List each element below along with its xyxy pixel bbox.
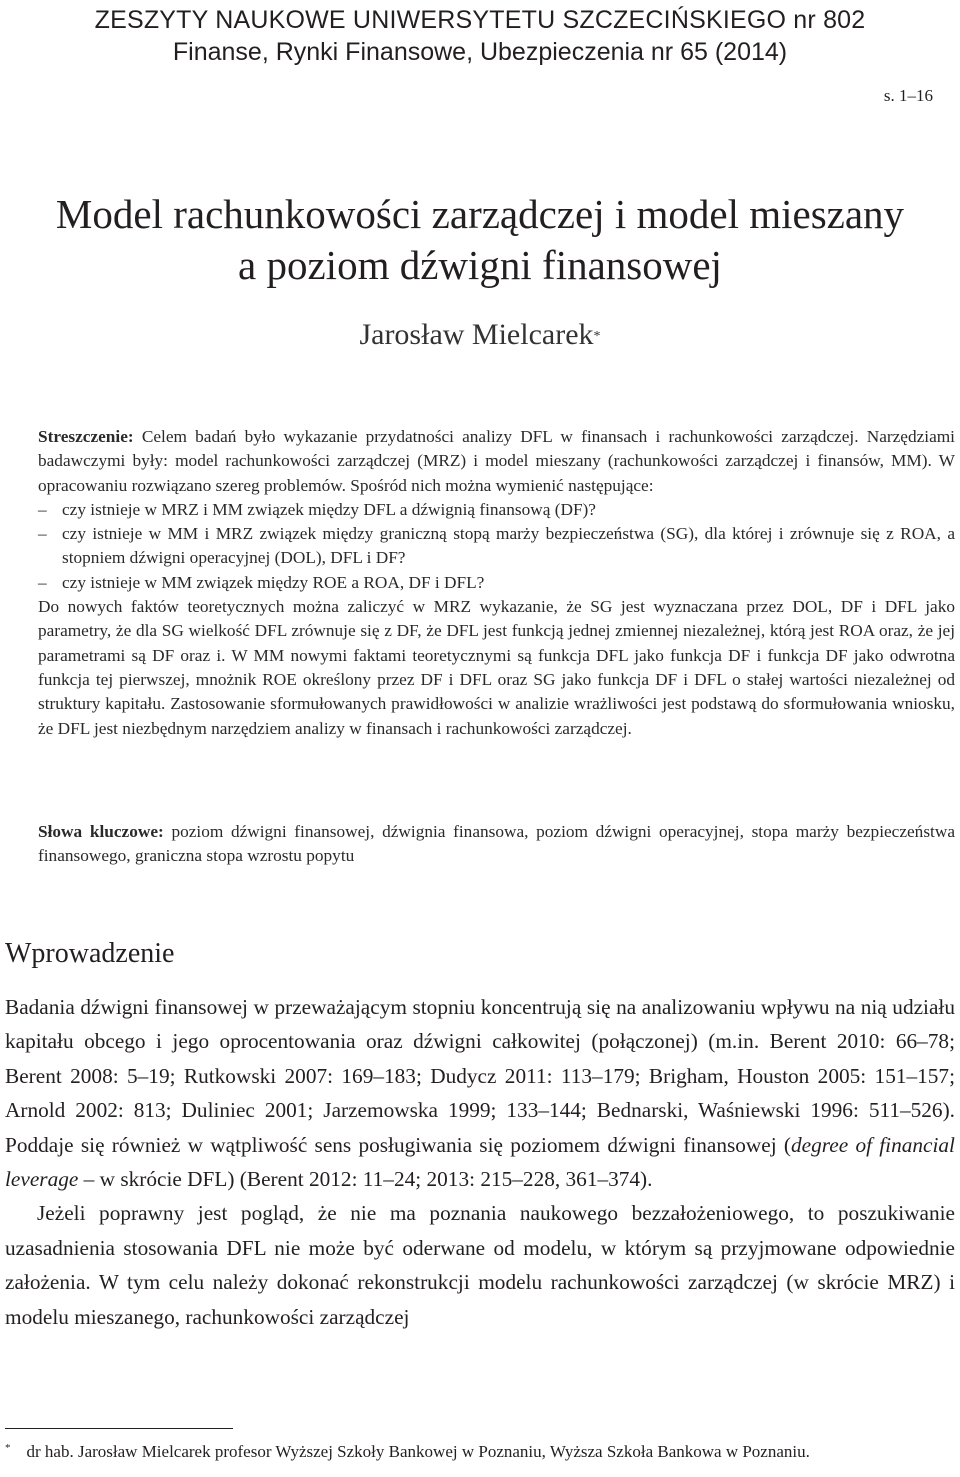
abstract-question-3 <box>38 571 955 595</box>
body-paragraph-2: Jeżeli poprawny jest pogląd, że nie ma poznania naukowego bezzałożeniowego, to poszukiwanie uzasadnienia stosowania DFL nie może być oderwane od modelu, w którym są przyjmowane odpowiednie założenia. W tym celu należy dokonać rekonstrukcji modelu rachunkowości zarządczej (w skrócie MRZ) i modelu mieszanego, rachunkowości zarządczej <box>5 1201 955 1329</box>
abstract-label: Streszczenie: <box>38 427 134 446</box>
abstract-intro <box>38 425 955 498</box>
article-title-line-1: Model rachunkowości zarządczej i model mieszany <box>55 191 905 237</box>
journal-issue: Finanse, Rynki Finansowe, Ubezpieczenia nr 65 (2014) <box>172 38 788 66</box>
author-name <box>0 318 960 352</box>
body-paragraph-1 <box>5 990 955 1196</box>
keywords-label: Słowa kluczowe: <box>38 822 164 841</box>
author-name-text: Jarosław Mielcarek <box>359 318 594 351</box>
footnote-mark: * <box>5 1442 11 1454</box>
bullet-dash: – <box>38 499 47 519</box>
section-heading: Wprowadzenie <box>5 938 175 969</box>
abstract-conclusion: Do nowych faktów teoretycznych można zaliczyć w MRZ wykazanie, że SG jest wyznaczana przez DOL, DF i DFL jako parametry, że dla SG wielkość DFL zrównuje się z DF, że DFL jest funkcją jednej zmiennej niezależnej, którą jest ROA oraz, że jej parametrami są DF oraz i. W MM nowymi faktami teoretycznymi są funkcja DFL jako funkcja DF i funkcja DF jako odwrotna funkcja tej pierwszej, mnożnik ROE określony przez DF i DFL oraz SG jako funkcja DF i DFL o stałej wartości niezależnej od struktury kapitału. Zastosowanie sformułowanych prawidłowości w analizie wrażliwości jest podstawą do sformułowania wniosku, że DFL jest niezbędnym narzędziem analizy w finansach i rachunkowości zarządczej. <box>38 597 955 738</box>
keywords-paragraph <box>38 820 955 869</box>
journal-title: ZESZYTY NAUKOWE UNIWERSYTETU SZCZECIŃSKIEGO nr 802 <box>94 6 866 34</box>
footnote-divider <box>5 1428 233 1429</box>
paragraph-1-text-a: Badania dźwigni finansowej w przeważającym stopniu koncentrują się na analizowaniu wpływu na nią udziału kapitału obcego i jego oprocentowania oraz dźwigni całkowitej (połączonej) (m.in. Berent 2010: 66–78; Berent 2008: 5–19; Rutkowski 2007: 169–183; Dudycz 2011: 113–179; Brigham, Houston 2005: 151–157; Arnold 2002: 813; Duliniec 2001; Jarzemowska 1999; 133–144; Bednarski, Waśniewski 1996: 511–526). Poddaje się również w wątpliwość sens posługiwania się poziomem dźwigni finansowej ( <box>5 995 955 1157</box>
question-text: czy istnieje w MM związek między ROE a ROA, DF i DFL? <box>62 572 485 592</box>
page-range: s. 1–16 <box>883 86 933 105</box>
question-text: czy istnieje w MRZ i MM związek między DFL a dźwignią finansową (DF)? <box>62 499 596 519</box>
footnote-text: dr hab. Jarosław Mielcarek profesor Wyższej Szkoły Bankowej w Poznaniu, Wyższa Szkoła Bankowa w Poznaniu. <box>26 1442 810 1461</box>
abstract <box>38 425 955 741</box>
author-footnote-mark: * <box>593 329 601 344</box>
paragraph-1-italic: degree of financial leverage <box>5 1132 955 1192</box>
abstract-question-2 <box>38 522 955 571</box>
abstract-question-1 <box>38 498 955 522</box>
question-text: czy istnieje w MM i MRZ związek między graniczną stopą marży bezpieczeństwa (SG), dla której i zrównuje się z ROA, a stopniem dźwigni operacyjnej (DOL), DFL i DF? <box>62 524 955 568</box>
keywords-text: poziom dźwigni finansowej, dźwignia finansowa, poziom dźwigni operacyjnej, stopa marży bezpieczeństwa finansowego, graniczna stopa wzrostu popytu <box>38 822 955 866</box>
abstract-intro-text: Celem badań było wykazanie przydatności analizy DFL w finansach i rachunkowości zarządczej. Narzędziami badawczymi były: model rachunkowości zarządczej (MRZ) i model mieszany (rachunkowości zarządczej i finansów, MM). W opracowaniu rozwiązano szereg problemów. Spośród nich można wymienić następujące: <box>38 427 955 495</box>
keywords <box>38 820 955 869</box>
article-title-line-2: a poziom dźwigni finansowej <box>238 242 722 288</box>
body-text <box>5 990 955 1334</box>
bullet-dash: – <box>38 572 47 592</box>
bullet-dash: – <box>38 524 47 544</box>
paragraph-1-text-b: – w skrócie DFL) (Berent 2012: 11–24; 2013: 215–228, 361–374). <box>78 1167 653 1192</box>
footnote <box>5 1442 810 1462</box>
